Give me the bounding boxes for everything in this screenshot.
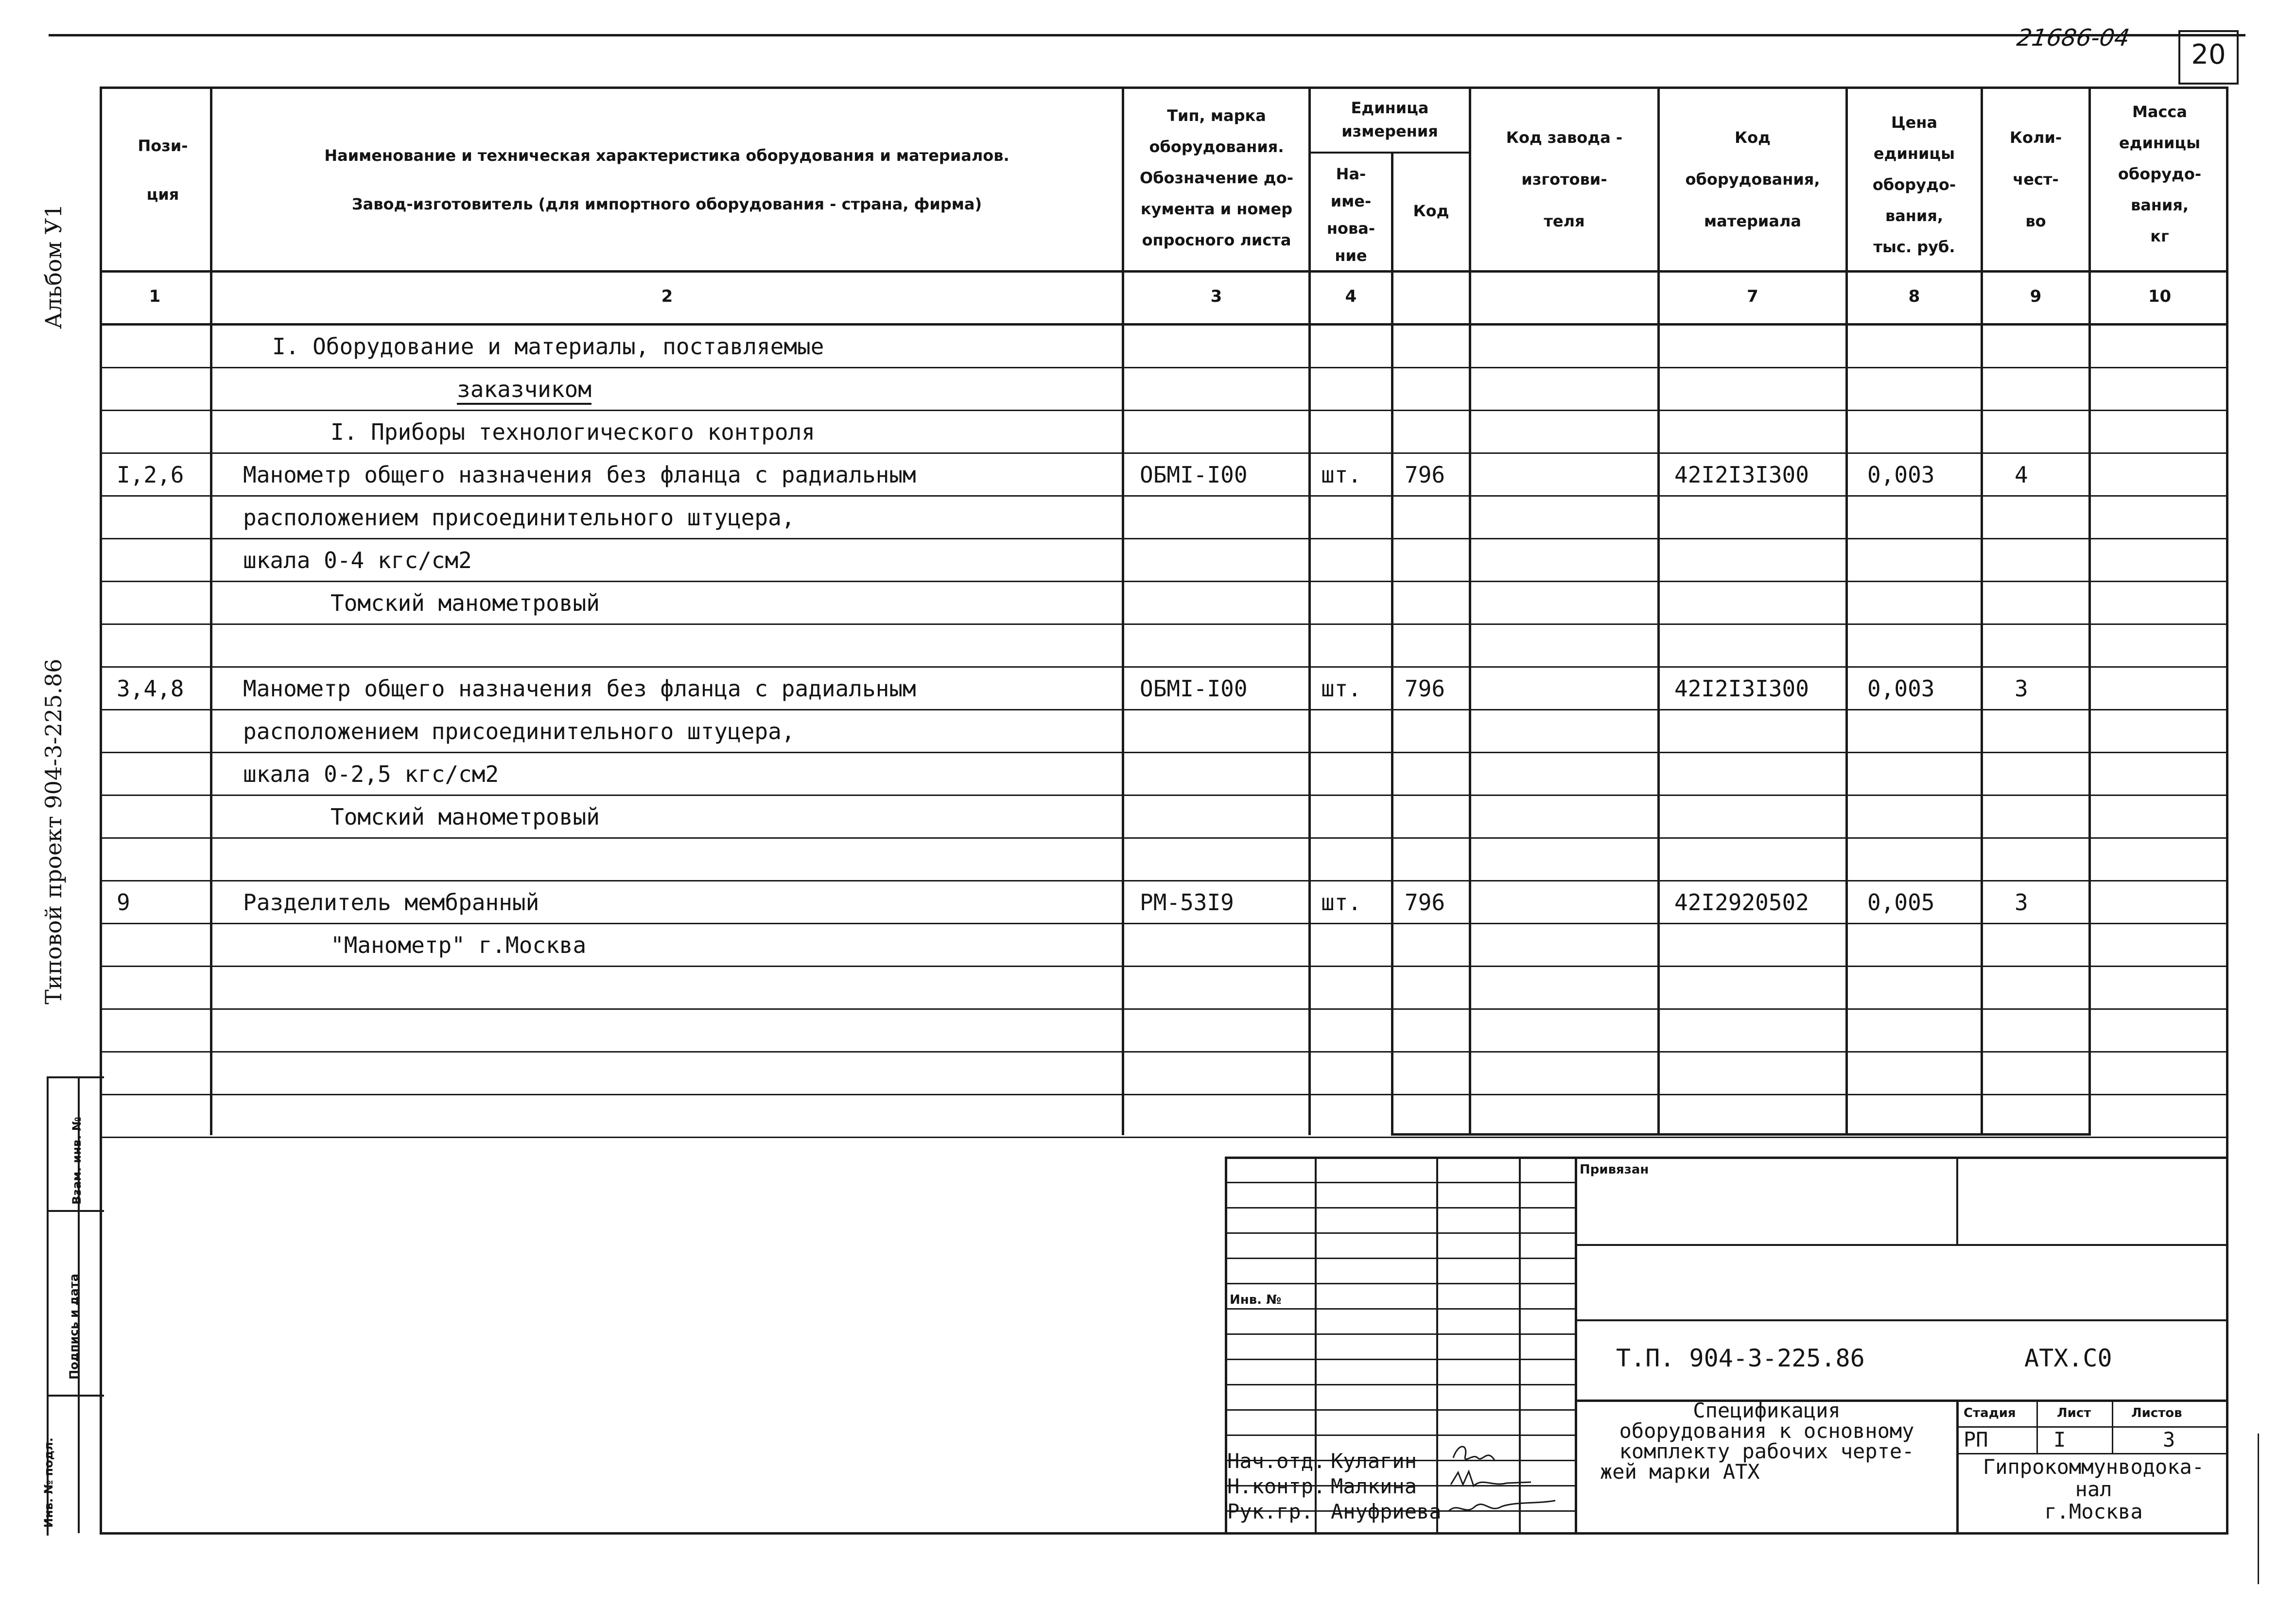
cell-unit-code: 796	[1405, 462, 1445, 488]
sheets-value: 3	[2163, 1428, 2175, 1451]
inner-frame	[1391, 323, 2091, 1136]
cell-name: Томский манометровый	[330, 590, 600, 616]
row-rule	[100, 1137, 2228, 1138]
row-rule	[100, 581, 2228, 582]
cell-type: РМ-53I9	[1140, 889, 1234, 916]
header-col2: Наименование и техническая характеристика оборудования и материалов. Завод-изготовитель (для импортного оборудования - страна, фирма)	[324, 146, 1009, 213]
cell-pos: I,2,6	[117, 462, 184, 488]
header-col4a: На- име- нова- ние	[1326, 165, 1375, 265]
sheets-label: Листов	[2131, 1406, 2182, 1420]
signature-name-3: Ануфриева	[1331, 1500, 1442, 1523]
header-col10: Масса единицы оборудо- вания, кг	[2118, 103, 2202, 245]
cell-unit: шт.	[1321, 889, 1362, 916]
row-rule	[100, 495, 2228, 497]
row-rule	[100, 623, 2228, 625]
row-rule	[100, 1094, 2228, 1095]
cell-name: Томский манометровый	[330, 804, 600, 830]
header-col8: Цена единицы оборудо- вания, тыс. руб.	[1872, 113, 1956, 256]
row-rule	[100, 837, 2228, 839]
row-rule	[100, 795, 2228, 796]
header-col9: Коли- чест- во	[2009, 128, 2062, 230]
cell-qty: 3	[2015, 675, 2028, 702]
col-number-1: 1	[149, 287, 161, 306]
doc-number: 21686-04	[2015, 24, 2132, 52]
row-rule	[100, 923, 2228, 924]
designation: Т.П. 904-3-225.86	[1616, 1344, 1865, 1372]
row-rule	[100, 966, 2228, 967]
cell-code: 42I2I3I300	[1674, 675, 1809, 702]
cell-name: Манометр общего назначения без фланца с радиальным	[243, 675, 916, 702]
cell-type: ОБМI-I00	[1140, 675, 1248, 702]
row-rule	[100, 666, 2228, 668]
doc-mark: АТХ.С0	[2024, 1344, 2112, 1372]
cell-unit: шт.	[1321, 675, 1362, 702]
cell-pos: 9	[117, 889, 130, 916]
row-rule	[100, 367, 2228, 368]
cell-name: расположением присоединительного штуцера,	[243, 718, 795, 744]
sheet-label: Лист	[2057, 1406, 2091, 1420]
header-col7: Код оборудования, материала	[1685, 128, 1820, 230]
signature-mark-1	[1453, 1447, 1495, 1460]
signature-role-3: Рук.гр.	[1227, 1500, 1314, 1523]
col-number-8: 8	[1908, 287, 1920, 306]
cell-name: шкала 0-2,5 кгс/см2	[243, 761, 499, 787]
cell-name: "Манометр" г.Москва	[330, 932, 587, 958]
row-rule	[100, 452, 2228, 454]
row-rule	[100, 1051, 2228, 1053]
stage-value: РП	[1964, 1428, 1988, 1451]
sheet-value: I	[2053, 1428, 2066, 1451]
sheet-number: 20	[2191, 39, 2226, 70]
cell-code: 42I2I3I300	[1674, 462, 1809, 488]
organization: Гипрокоммунводока- нал г.Москва	[1983, 1455, 2205, 1523]
cell-unit-code: 796	[1405, 675, 1445, 702]
privyazan-label: Привязан	[1580, 1162, 1649, 1177]
row-rule	[100, 752, 2228, 753]
signature-role-2: Н.контр.	[1227, 1474, 1326, 1498]
col-number-10: 10	[2148, 287, 2172, 306]
row-rule	[100, 1008, 2228, 1010]
stage-label: Стадия	[1964, 1406, 2016, 1420]
album-label: Альбом У1	[40, 204, 67, 329]
header-col5: Код завода - изготови- теля	[1506, 128, 1623, 230]
row-rule	[100, 538, 2228, 539]
cell-pos: 3,4,8	[117, 675, 184, 702]
col-number-4: 4	[1345, 287, 1357, 306]
project-label: Типовой проект 904-3-225.86	[40, 658, 67, 1004]
stamp-label-mid: Подпись и дата	[67, 1274, 81, 1380]
cell-name: I. Оборудование и материалы, поставляемые	[272, 333, 824, 360]
cell-qty: 3	[2015, 889, 2028, 916]
signature-name-2: Малкина	[1331, 1474, 1417, 1498]
spec-title: Спецификация оборудования к основному комплекту рабочих черте- жей марки АТХ	[1600, 1399, 1914, 1484]
cell-code: 42I2920502	[1674, 889, 1809, 916]
cell-name: Разделитель мембранный	[243, 889, 539, 916]
cell-name: I. Приборы технологического контроля	[330, 419, 815, 445]
cell-name: расположением присоединительного штуцера,	[243, 504, 795, 531]
row-rule	[100, 880, 2228, 881]
header-col3: Тип, марка оборудования. Обозначение до- кумента и номер опросного листа	[1140, 106, 1293, 249]
cell-price: 0,003	[1867, 675, 1935, 702]
cell-unit: шт.	[1321, 462, 1362, 488]
cell-qty: 4	[2015, 462, 2028, 488]
stamp-label-bottom: Инв. № подл.	[42, 1437, 55, 1528]
col-number-9: 9	[2030, 287, 2042, 306]
header-col4b: Код	[1413, 202, 1449, 220]
col-number-7: 7	[1747, 287, 1758, 306]
cell-name: заказчиком	[457, 376, 591, 402]
cell-price: 0,003	[1867, 462, 1935, 488]
inv-no-label: Инв. №	[1230, 1293, 1282, 1307]
signature-role-1: Нач.отд.	[1227, 1449, 1326, 1473]
cell-price: 0,005	[1867, 889, 1935, 916]
cell-name: Манометр общего назначения без фланца с радиальным	[243, 462, 916, 488]
cell-name: шкала 0-4 кгс/см2	[243, 547, 472, 573]
col-number-2: 2	[661, 287, 673, 306]
signature-scribbles	[1439, 1438, 1575, 1531]
row-rule	[100, 410, 2228, 411]
col-number-3: 3	[1210, 287, 1222, 306]
header-col4-group: Единица измерения	[1341, 99, 1438, 140]
row-rule	[100, 709, 2228, 710]
signature-name-1: Кулагин	[1331, 1449, 1417, 1473]
stamp-label-top: Взам. инв. №	[70, 1117, 84, 1205]
signature-mark-3	[1448, 1501, 1555, 1511]
cell-unit-code: 796	[1405, 889, 1445, 916]
signature-mark-2	[1451, 1471, 1531, 1486]
cell-type: ОБМI-I00	[1140, 462, 1248, 488]
header-col1: Пози- ция	[138, 137, 188, 204]
